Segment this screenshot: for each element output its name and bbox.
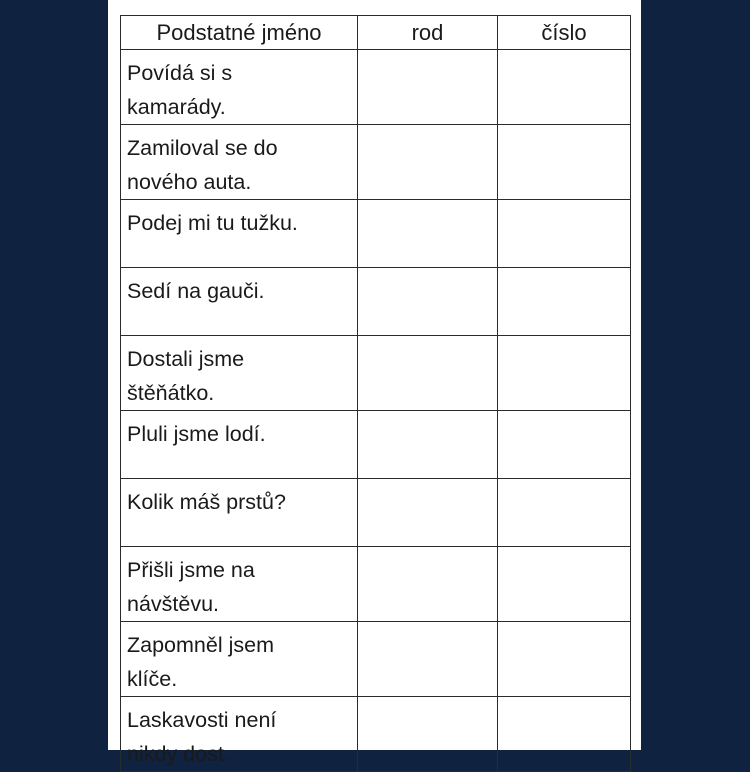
gender-answer-cell[interactable]	[358, 411, 498, 479]
number-answer-cell[interactable]	[498, 50, 631, 125]
table-row	[121, 125, 631, 200]
table-row	[121, 547, 631, 622]
gender-answer-cell[interactable]	[358, 336, 498, 411]
gender-answer-cell[interactable]	[358, 125, 498, 200]
sentence-text: Přišli jsme na návštěvu.	[127, 558, 255, 616]
sentence-text: Sedí na gauči.	[127, 279, 265, 303]
gender-answer-cell[interactable]	[358, 697, 498, 772]
sentence-cell	[121, 268, 358, 336]
header-row	[121, 16, 631, 50]
sentence-text: Zapomněl jsem klíče.	[127, 633, 274, 691]
table-row	[121, 268, 631, 336]
header-number: číslo	[498, 16, 631, 50]
sentence-cell	[121, 622, 358, 697]
sentence-text: Podej mi tu tužku.	[127, 211, 298, 235]
gender-answer-cell[interactable]	[358, 479, 498, 547]
sentence-cell	[121, 547, 358, 622]
gender-answer-cell[interactable]	[358, 547, 498, 622]
header-noun: Podstatné jméno	[121, 16, 358, 50]
header-gender: rod	[358, 16, 498, 50]
table-row	[121, 622, 631, 697]
sentence-cell	[121, 411, 358, 479]
number-answer-cell[interactable]	[498, 336, 631, 411]
number-answer-cell[interactable]	[498, 268, 631, 336]
worksheet-page	[108, 0, 641, 766]
sentence-cell	[121, 200, 358, 268]
sentence-cell	[121, 479, 358, 547]
number-answer-cell[interactable]	[498, 479, 631, 547]
gender-answer-cell[interactable]	[358, 622, 498, 697]
gender-answer-cell[interactable]	[358, 200, 498, 268]
number-answer-cell[interactable]	[498, 200, 631, 268]
table-row	[121, 336, 631, 411]
sentence-cell	[121, 336, 358, 411]
table-row	[121, 697, 631, 772]
number-answer-cell[interactable]	[498, 547, 631, 622]
number-answer-cell[interactable]	[498, 622, 631, 697]
sentence-text: Zamiloval se do nového auta.	[127, 136, 278, 194]
sentence-cell	[121, 697, 358, 772]
number-answer-cell[interactable]	[498, 697, 631, 772]
table-row	[121, 411, 631, 479]
sentence-text: Laskavosti není nikdy dost.	[127, 708, 277, 766]
gender-answer-cell[interactable]	[358, 50, 498, 125]
gender-answer-cell[interactable]	[358, 268, 498, 336]
sentence-cell	[121, 125, 358, 200]
number-answer-cell[interactable]	[498, 125, 631, 200]
table-row	[121, 200, 631, 268]
sentence-cell	[121, 50, 358, 125]
sentence-text: Kolik máš prstů?	[127, 490, 286, 514]
worksheet-table	[120, 15, 631, 772]
sentence-text: Dostali jsme štěňátko.	[127, 347, 245, 405]
table-row	[121, 479, 631, 547]
sentence-text: Pluli jsme lodí.	[127, 422, 266, 446]
number-answer-cell[interactable]	[498, 411, 631, 479]
sentence-text: Povídá si s kamarády.	[127, 61, 233, 119]
table-row	[121, 50, 631, 125]
